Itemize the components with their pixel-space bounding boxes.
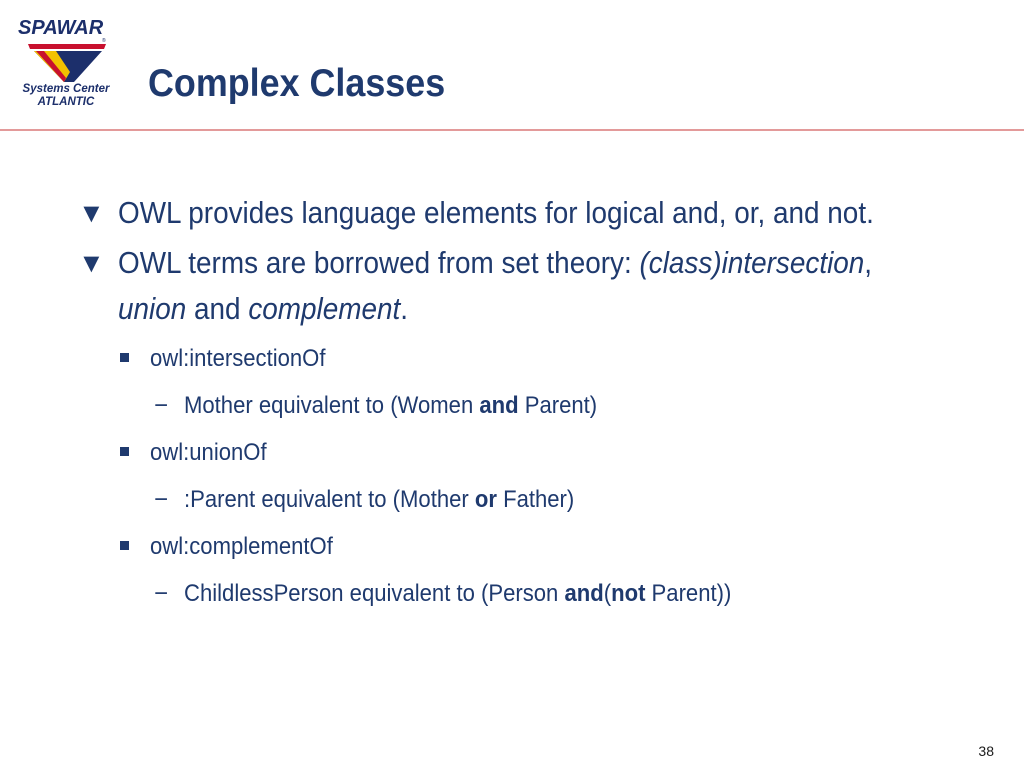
example-keyword: or: [474, 486, 497, 513]
term-union: union: [118, 291, 187, 326]
example-keyword-not: not: [611, 580, 646, 607]
example-post: Parent)): [645, 580, 732, 607]
logo-systems-center: Systems Center: [22, 83, 110, 95]
example-mid: (: [603, 580, 612, 607]
subitem-complement: [78, 524, 978, 570]
spawar-logo: [14, 14, 118, 118]
square-bullet-icon: [120, 353, 129, 362]
square-bullet-icon: [120, 541, 129, 550]
title-divider: [0, 129, 1024, 131]
page-number: 38: [978, 743, 994, 759]
logo-registered-mark: ®: [102, 38, 106, 44]
example-pre: ChildlessPerson equivalent to (Person: [184, 580, 565, 607]
example-pre: :Parent equivalent to (Mother: [184, 486, 475, 513]
dash-icon: −: [154, 580, 169, 607]
dash-icon: −: [154, 392, 169, 419]
triangle-down-icon: ▼: [78, 248, 105, 278]
example-complement: [78, 570, 978, 618]
bullet-1: [78, 190, 978, 236]
bullet-2: [78, 240, 978, 332]
square-bullet-icon: [120, 447, 129, 456]
bullet-2-text: [118, 240, 910, 332]
example-union: [78, 476, 978, 524]
subitem-intersection: [78, 336, 978, 382]
bullet-2-sep1: ,: [864, 245, 873, 280]
example-intersection: [78, 382, 978, 430]
slide-content: [78, 190, 978, 618]
example-text: [184, 476, 574, 524]
logo-wordmark: SPAWAR: [18, 17, 104, 39]
subitem-label: owl:unionOf: [150, 439, 267, 466]
example-post: Father): [496, 486, 575, 513]
term-complement: complement: [248, 291, 401, 326]
subitem-union: [78, 430, 978, 476]
example-pre: Mother equivalent to (Women: [184, 392, 480, 419]
slide-title: Complex Classes: [148, 62, 446, 105]
subitem-label: owl:intersectionOf: [150, 345, 326, 372]
bullet-2-sep2: and: [186, 291, 249, 326]
bullet-2-end: .: [400, 291, 409, 326]
logo-red-band: [28, 44, 106, 49]
triangle-down-icon: ▼: [78, 198, 105, 228]
term-intersection: (class)intersection: [639, 245, 865, 280]
subitem-label: owl:complementOf: [150, 533, 333, 560]
example-text: [184, 570, 731, 618]
example-post: Parent): [518, 392, 598, 419]
example-keyword: and: [479, 392, 519, 419]
dash-icon: −: [154, 486, 169, 513]
example-keyword: and: [564, 580, 604, 607]
bullet-1-text: OWL provides language elements for logical and, or, and not.: [118, 195, 874, 230]
bullet-2-prefix: OWL terms are borrowed from set theory:: [118, 245, 640, 280]
example-text: [184, 382, 597, 430]
logo-atlantic: ATLANTIC: [37, 96, 95, 108]
